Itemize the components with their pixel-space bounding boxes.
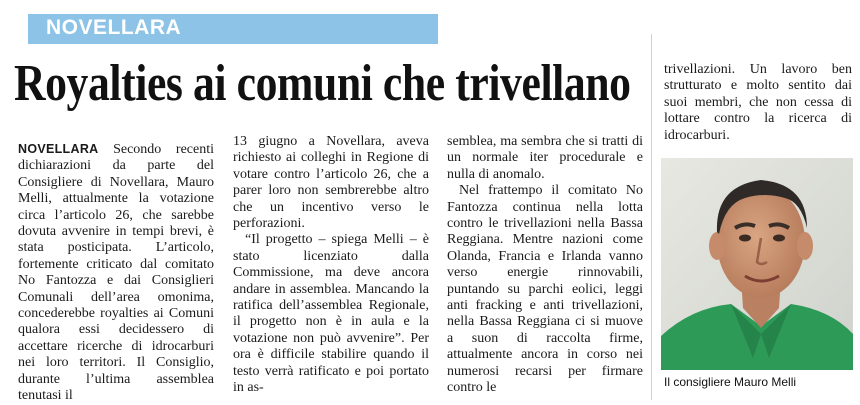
section-kicker xyxy=(28,14,438,44)
article-column-2 xyxy=(233,134,429,397)
column-divider xyxy=(651,34,652,400)
article-column-3 xyxy=(447,134,643,397)
article-column-4 xyxy=(664,62,852,144)
dateline: NOVELLARA xyxy=(18,142,99,156)
column-2-paragraph-1: 13 giugno a Novellara, aveva richiesto ai colleghi in Regione di votare contro l’articolo 26, che a parer loro non sembrerebbe altro che un incentivo verso le perforazioni. xyxy=(233,134,429,232)
section-label: NOVELLARA xyxy=(46,16,182,39)
column-3-paragraph-2: Nel frattempo il comitato No Fantozza continua nella lotta contro le trivellazioni nella Bassa Reggiana. Mentre nazioni come Olanda, Francia e Irlanda vanno verso energie rinnovabili, puntando su parchi eolici, leggi anti fracking e anti trivellazioni, nella Bassa Reggiana ci si muove a suon di raccolta firme, attualmente ancora in corso nei numerosi recarsi per firmare contro le xyxy=(447,183,643,396)
article-headline: Royalties ai comuni che trivellano xyxy=(14,55,631,112)
column-1-text: Secondo recenti dichiarazioni da parte del Consigliere di Novellara, Mauro Melli, attualmente la votazione circa l’articolo 26, che sarebbe dovuta avvenire in tempi brevi, è stata posticipata. L’articolo, fortemente criticato dal comitato No Fantozza e dai Consiglieri Comunali dell’area omonima, concederebbe royalties ai Comuni qualora essi decidessero di accettare ricerche di idrocarburi nei loro territori. Il Consiglio, durante l’ultima assemblea tenutasi il xyxy=(18,142,214,404)
portrait-photo xyxy=(661,158,853,370)
column-4-text: trivellazioni. Un lavoro ben strutturato e molto sentito dai suoi membri, che non cessa di lottare contro la ricerca di idrocarburi. xyxy=(664,62,852,143)
photo-caption: Il consigliere Mauro Melli xyxy=(664,375,797,389)
column-2-paragraph-2: “Il progetto – spiega Melli – è stato licenziato dalla Commissione, ma deve ancora andare in assemblea. Mancando la ratifica dell’assemblea Regionale, il progetto non è in aula e la votazione non può avvenire”. Per ora è difficile stabilire quando il testo verrà ratificato e poi portato in as- xyxy=(233,232,429,396)
article-column-1 xyxy=(18,141,214,405)
portrait-illustration xyxy=(661,158,853,370)
column-3-paragraph-1: semblea, ma sembra che si tratti di un normale iter procedurale e nulla di anomalo. xyxy=(447,134,643,182)
